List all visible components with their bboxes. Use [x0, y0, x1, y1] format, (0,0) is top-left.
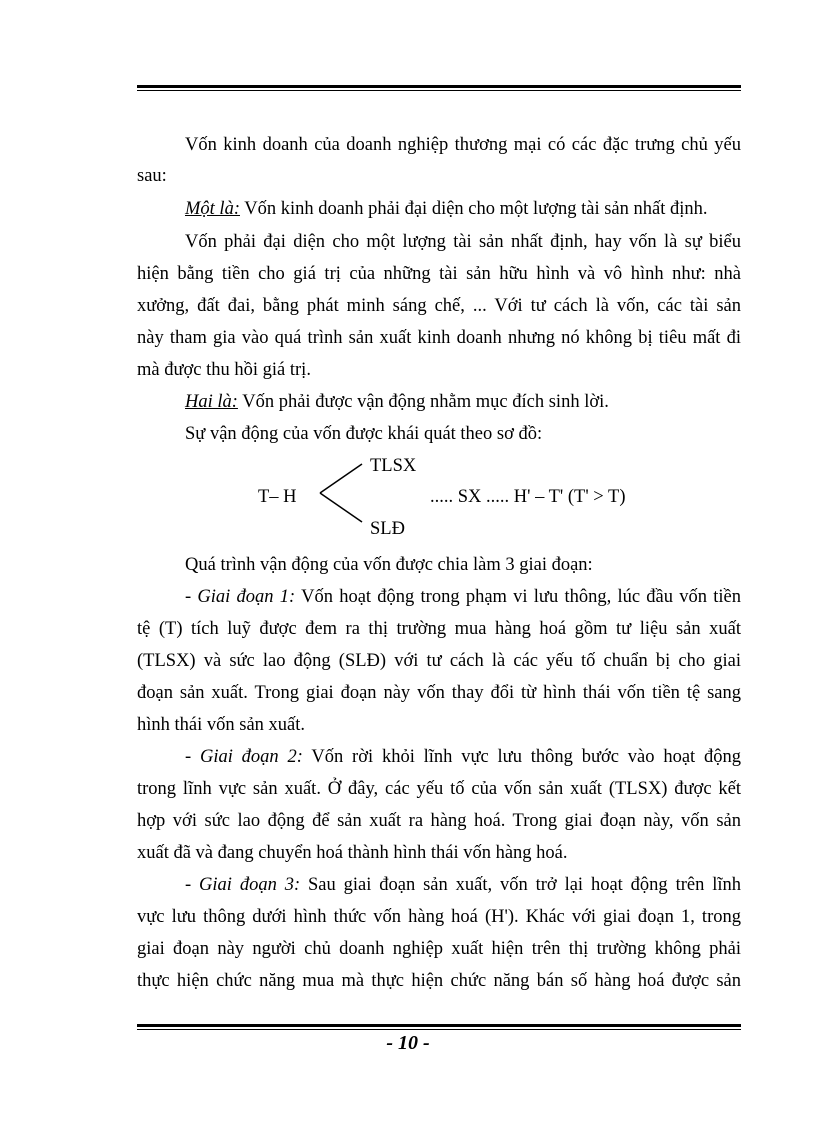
paragraph-hai-la — [185, 389, 609, 415]
stage-3-text: Sau giai đoạn sản xuất, vốn trở lại hoạt động trên lĩnh — [300, 875, 741, 895]
paragraph-stage-1-line-2: tệ (T) tích luỹ được đem ra thị trường mua hàng hoá gồm tư liệu sản xuất — [137, 619, 741, 639]
stage-1-text: Vốn hoạt động trong phạm vi lưu thông, lúc đầu vốn tiền — [295, 587, 741, 607]
paragraph-3-line-4: này tham gia vào quá trình sản xuất kinh doanh nhưng nó không bị tiêu mất đi — [137, 328, 741, 348]
paragraph-stage-1-line-1 — [185, 584, 741, 610]
paragraph-mot-la — [185, 196, 708, 222]
paragraph-stage-1-line-3: (TLSX) và sức lao động (SLĐ) với tư cách là các yếu tố chuẩn bị cho giai — [137, 651, 741, 671]
label-stage-2: - Giai đoạn 2: — [185, 747, 303, 767]
diagram-upper-label: TLSX — [370, 456, 417, 476]
paragraph-3-line-1: Vốn phải đại diện cho một lượng tài sản nhất định, hay vốn là sự biểu — [185, 232, 741, 252]
header-rule — [137, 85, 741, 91]
label-mot-la: Một là: — [185, 199, 240, 219]
paragraph-stage-1-line-5: hình thái vốn sản xuất. — [137, 715, 306, 735]
diagram-right-label: ..... SX ..... H' – T' (T' > T) — [430, 487, 626, 507]
paragraph-stage-3-line-4: thực hiện chức năng mua mà thực hiện chức năng bán số hàng hoá được sản — [137, 971, 741, 991]
paragraph-3-line-3: xưởng, đất đai, bằng phát minh sáng chế, ... Với tư cách là vốn, các tài sản — [137, 296, 741, 316]
paragraph-diagram-intro: Sự vận động của vốn được khái quát theo sơ đồ: — [185, 424, 543, 444]
paragraph-stage-2-line-1 — [185, 744, 741, 770]
paragraph-stage-3-line-2: vực lưu thông dưới hình thức vốn hàng hoá (H'). Khác với giai đoạn 1, trong — [137, 907, 741, 927]
paragraph-1-line-2: sau: — [137, 166, 167, 186]
paragraph-1-line-1: Vốn kinh doanh của doanh nghiệp thương mại có các đặc trưng chủ yếu — [185, 135, 741, 155]
label-stage-3: - Giai đoạn 3: — [185, 875, 301, 895]
label-hai-la: Hai là: — [185, 392, 238, 412]
stage-2-text: Vốn rời khỏi lĩnh vực lưu thông bước vào hoạt động — [302, 747, 741, 767]
page-number: - 10 - — [386, 1032, 430, 1054]
paragraph-stages-intro: Quá trình vận động của vốn được chia làm 3 giai đoạn: — [185, 555, 593, 575]
paragraph-stage-1-line-4: đoạn sản xuất. Trong giai đoạn này vốn thay đổi từ hình thái vốn tiền tệ sang — [137, 683, 741, 703]
paragraph-stage-2-line-2: trong lĩnh vực sản xuất. Ở đây, các yếu tố của vốn sản xuất (TLSX) được kết — [137, 779, 741, 799]
paragraph-stage-3-line-3: giai đoạn này người chủ doanh nghiệp xuất hiện trên thị trường không phải — [137, 939, 741, 959]
diagram-lower-branch — [320, 493, 362, 522]
paragraph-3-line-5: mà được thu hồi giá trị. — [137, 360, 311, 380]
paragraph-stage-2-line-3: hợp với sức lao động để sản xuất ra hàng hoá. Trong giai đoạn này, vốn sản — [137, 811, 741, 831]
paragraph-stage-3-line-1 — [185, 872, 741, 898]
diagram-left-label: T– H — [258, 487, 297, 507]
hai-la-text: Vốn phải được vận động nhằm mục đích sinh lời. — [237, 392, 609, 412]
diagram-lower-label: SLĐ — [370, 519, 405, 539]
paragraph-stage-2-line-4: xuất đã và đang chuyển hoá thành hình thái vốn hàng hoá. — [137, 843, 568, 863]
label-stage-1: - Giai đoạn 1: — [185, 587, 296, 607]
diagram-branch-lines — [318, 462, 364, 524]
diagram-upper-branch — [320, 464, 362, 493]
paragraph-3-line-2: hiện bằng tiền cho giá trị của những tài sản hữu hình và vô hình như: nhà — [137, 264, 741, 284]
mot-la-text: Vốn kinh doanh phải đại diện cho một lượng tài sản nhất định. — [239, 199, 708, 219]
footer-rule — [137, 1024, 741, 1030]
